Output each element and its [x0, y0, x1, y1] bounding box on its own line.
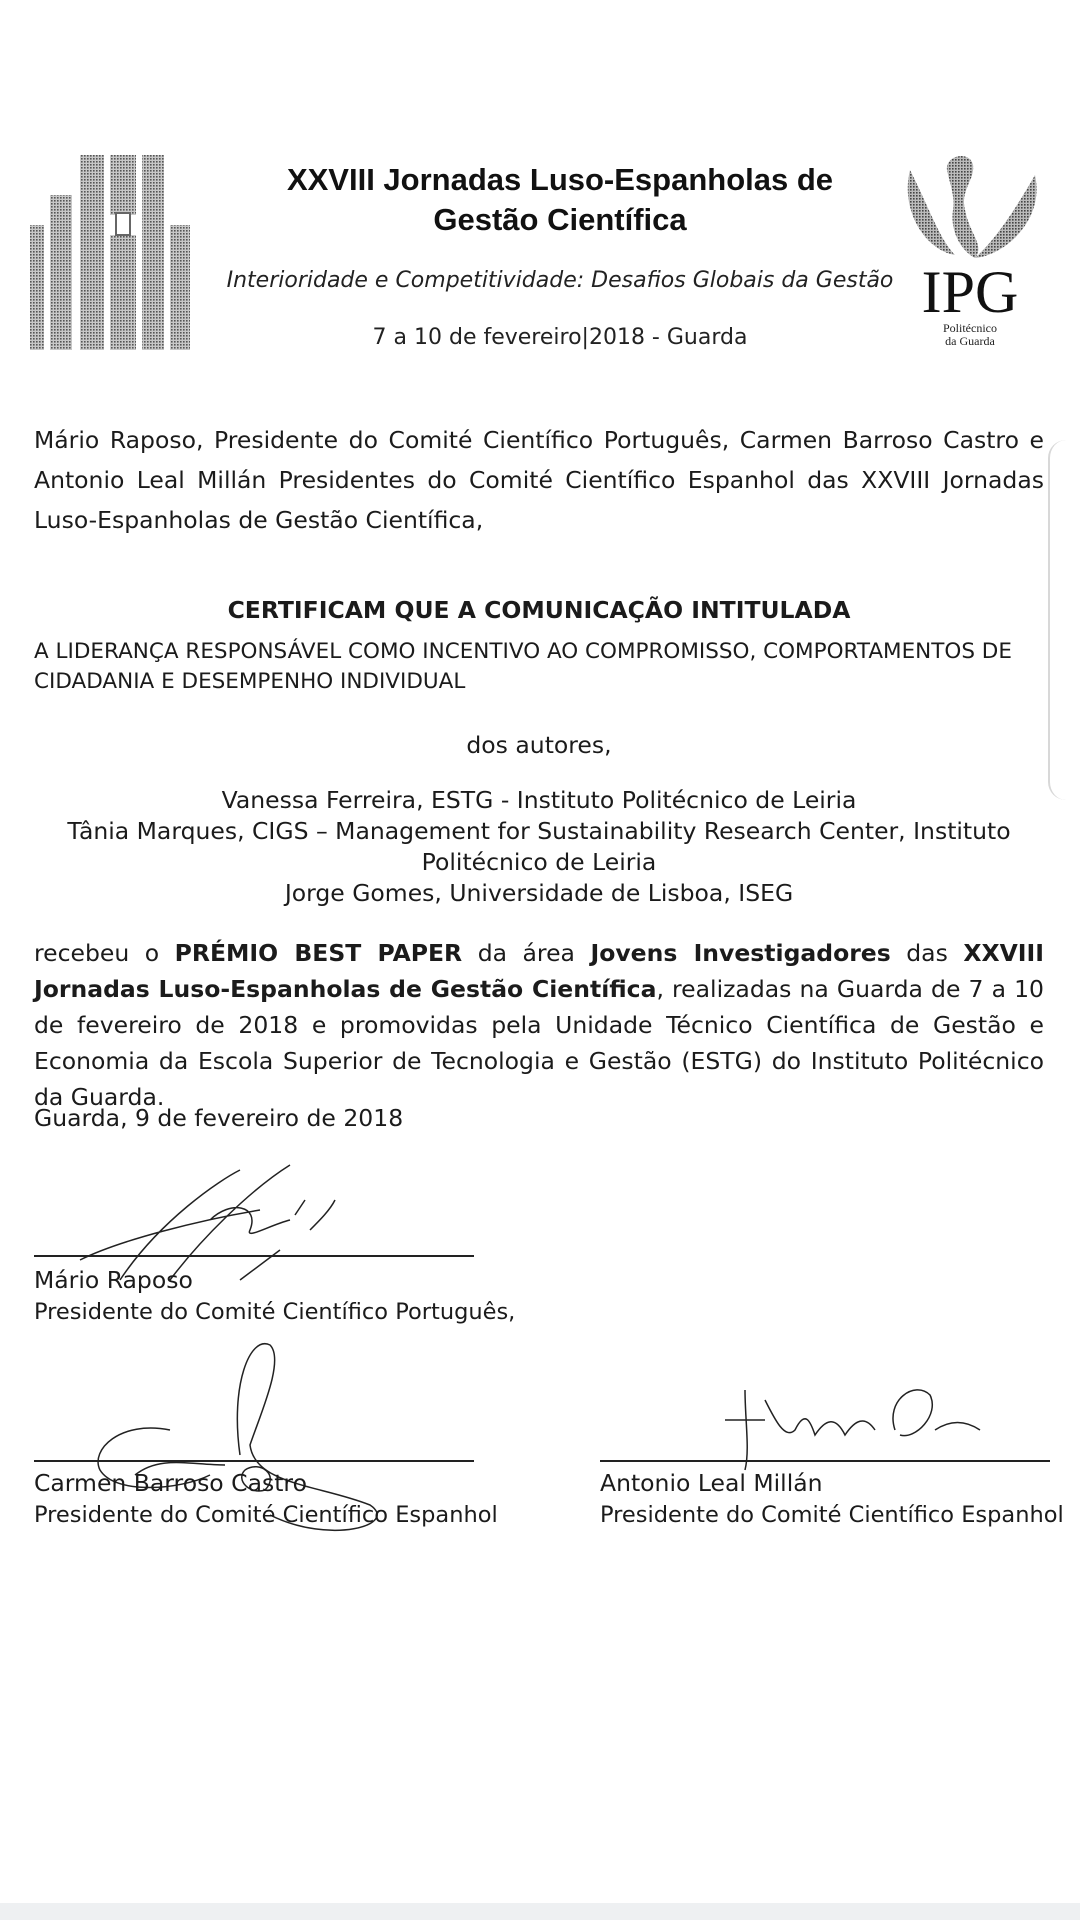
- author-line: Vanessa Ferreira, ESTG - Instituto Politécnico de Leiria: [221, 786, 857, 814]
- signatory-role: Presidente do Comité Científico Português,: [34, 1299, 516, 1325]
- signatory-role: Presidente do Comité Científico Espanhol: [34, 1502, 498, 1528]
- author-line: Politécnico de Leiria: [421, 848, 657, 876]
- signature-antonio-leal-millan: [705, 1360, 1005, 1480]
- intro-paragraph: Mário Raposo, Presidente do Comité Científico Português, Carmen Barroso Castro e Antonio Leal Millán Presidentes do Comité Científico Espanhol das XXVIII Jornadas Luso-Espanholas de Gestão Científica,: [34, 426, 1044, 534]
- ipg-logo-icon: [895, 150, 1045, 370]
- author-line: Jorge Gomes, Universidade de Lisboa, ISEG: [284, 879, 794, 907]
- conference-subtitle: Interioridade e Competitividade: Desafios Globais da Gestão: [226, 268, 894, 293]
- award-event: XXVIII Jornadas Luso-Espanholas de Gestão Científica: [34, 939, 1044, 1003]
- signature-line: [34, 1255, 474, 1257]
- signatory-role: Presidente do Comité Científico Espanhol: [600, 1502, 1064, 1528]
- signatory-name: Antonio Leal Millán: [600, 1469, 823, 1497]
- certify-heading: CERTIFICAM QUE A COMUNICAÇÃO INTITULADA: [227, 596, 851, 624]
- award-prize: PRÉMIO BEST PAPER: [174, 939, 463, 967]
- signature-line: [34, 1460, 474, 1462]
- paper-title: A LIDERANÇA RESPONSÁVEL COMO INCENTIVO AO COMPROMISSO, COMPORTAMENTOS DE CIDADANIA E DESEMPENHO INDIVIDUAL: [34, 639, 1012, 694]
- svg-text:da Guarda: da Guarda: [945, 334, 995, 348]
- svg-text:Politécnico: Politécnico: [943, 321, 997, 335]
- signatory-name: Carmen Barroso Castro: [34, 1469, 307, 1497]
- authors-list: [34, 785, 1044, 909]
- author-line: Tânia Marques, CIGS – Management for Sustainability Research Center, Instituto: [67, 817, 1011, 845]
- scroll-indicator[interactable]: [1048, 440, 1080, 800]
- award-area: Jovens Investigadores: [590, 939, 891, 967]
- signatory-name: Mário Raposo: [34, 1266, 193, 1294]
- award-paragraph: recebeu o PRÉMIO BEST PAPER da área Jovens Investigadores das XXVIII Jornadas Luso-Espanholas de Gestão Científica, realizadas na Guarda de 7 a 10 de fevereiro de 2018 e promovidas pela Unidade Técnico Científica de Gestão e Economia da Escola Superior de Tecnologia e Gestão (ESTG) do Instituto Politécnico da Guarda.: [34, 939, 1044, 1111]
- signature-line: [600, 1460, 1050, 1462]
- ipg-logo-text: IPG: [921, 259, 1019, 325]
- bottom-bar: [0, 1903, 1080, 1920]
- conference-date: 7 a 10 de fevereiro|2018 - Guarda: [372, 325, 748, 350]
- place-date: Guarda, 9 de fevereiro de 2018: [34, 1104, 404, 1132]
- jornadas-logo-icon: [30, 155, 200, 350]
- conference-title: XXVIII Jornadas Luso-Espanholas de Gestão Científica: [286, 162, 834, 237]
- authors-label: dos autores,: [466, 731, 612, 759]
